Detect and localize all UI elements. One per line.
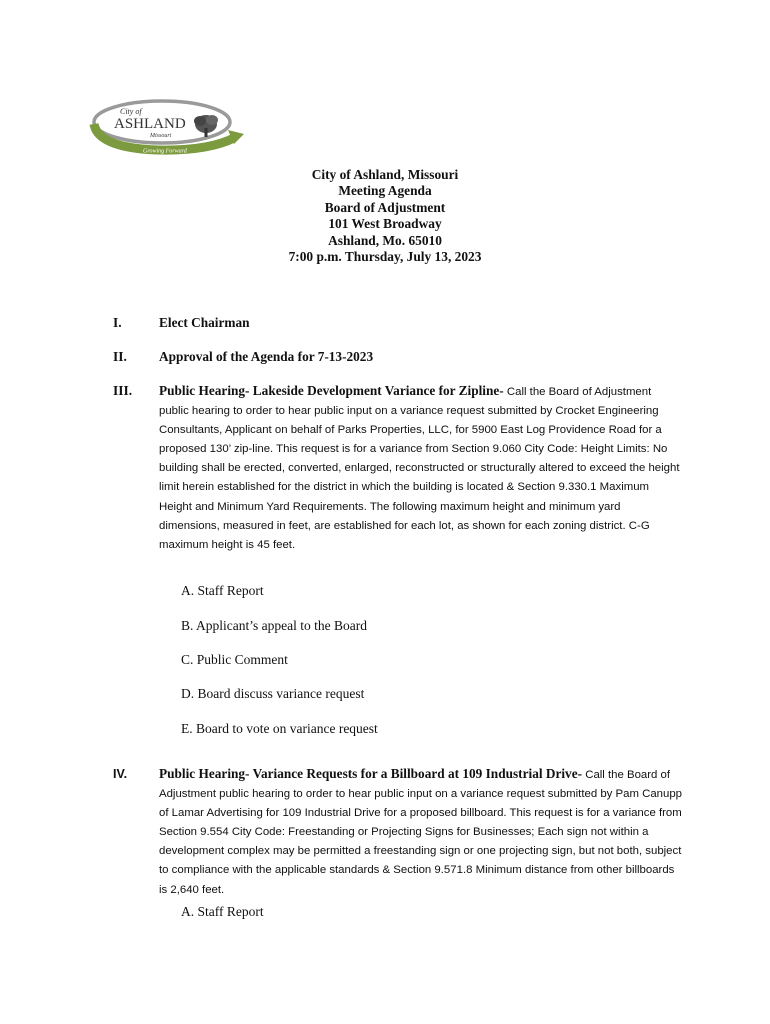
item-2-number: II. (113, 349, 127, 364)
item-3-sub-c: C. Public Comment (181, 652, 288, 667)
item-3-sub-d: D. Board discuss variance request (181, 686, 365, 701)
item-1-number: I. (113, 315, 122, 330)
item-4-paragraph (159, 765, 684, 899)
item-2-title: Approval of the Agenda for 7-13-2023 (159, 349, 374, 364)
header-address: 101 West Broadway (328, 216, 442, 232)
meeting-header (0, 167, 770, 265)
item-4-sub-a: A. Staff Report (181, 904, 264, 919)
header-city: City of Ashland, Missouri (311, 167, 459, 182)
city-of-ashland-logo (88, 94, 244, 156)
item-1-title: Elect Chairman (159, 315, 250, 330)
item-3-sub-e: E. Board to vote on variance request (181, 721, 378, 736)
item-4-number: IV. (113, 767, 128, 781)
item-3-body: Call the Board of Adjustment public hearing to order to hear public input on a variance request submitted by Crocket Engineering Consultants, Applicant on behalf of Parks Properties, LLC, for 5900 East Log Providence Road for a proposed 130’ zip-line. This request is for a variance from Section 9.060 City Code: Height Limits: No building shall be erected, converted, enlarged, reconstructed or structurally altered to exceed the height limit herein established for the district in which the building is located & Section 9.330.1 Maximum Height and Minimum Yard Requirements. The following maximum height and minimum yard dimensions, measured in feet, are established for each lot, as shown for each zoning district. C-G maximum height is 45 feet. (159, 386, 680, 551)
header-datetime: 7:00 p.m. Thursday, July 13, 2023 (288, 249, 482, 265)
item-3-paragraph (159, 382, 684, 554)
header-meeting-agenda: Meeting Agenda (338, 183, 432, 199)
logo-sub-text: Missouri (150, 133, 172, 139)
item-4-body: Call the Board of Adjustment public hearing to order to hear public input on a variance request submitted by Pam Canupp of Lamar Advertising for 109 Industrial Drive for a proposed billboard. This request is for a variance from Section 9.554 City Code: Freestanding or Projecting Signs for Businesses; Each sign not within a development complex may be permitted a freestanding sign or one projecting sign, but not both, subject to compliance with the applicable standards & Section 9.571.8 Minimum distance from other billboards is 2,640 feet. (159, 769, 683, 896)
header-city-zip: Ashland, Mo. 65010 (328, 232, 442, 248)
item-3-sub-b: B. Applicant’s appeal to the Board (181, 618, 367, 633)
logo-banner-text: Growing Forward (143, 148, 187, 155)
logo-main-text: ASHLAND (114, 116, 186, 132)
logo-top-text: City of (120, 107, 142, 116)
item-3-sub-a: A. Staff Report (181, 583, 264, 598)
item-4-title: Public Hearing- Variance Requests for a Billboard at 109 Industrial Drive- (159, 766, 583, 781)
header-board: Board of Adjustment (324, 199, 446, 215)
item-3-number: III. (113, 383, 133, 398)
item-3-title: Public Hearing- Lakeside Development Variance for Zipline- (159, 383, 504, 398)
